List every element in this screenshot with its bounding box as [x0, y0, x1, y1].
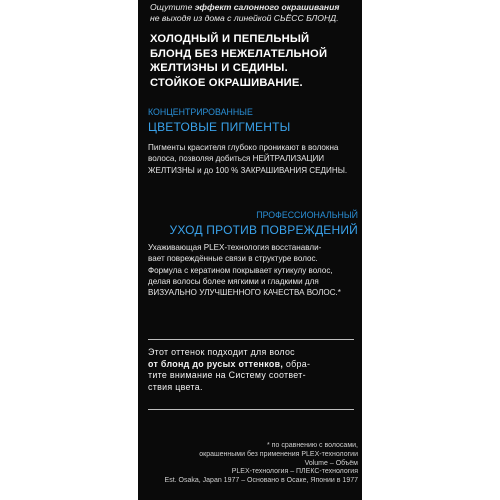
headline-line: ЖЕЛТИЗНЫ И СЕДИНЫ. [150, 62, 288, 74]
footnotes [143, 442, 358, 486]
section2-body-line: Ухаживающая PLEX-технология восстанавли- [148, 243, 322, 252]
footnote-line: * по сравнению с волосами, [267, 442, 358, 449]
section1-subtitle: КОНЦЕНТРИРОВАННЫЕ [148, 107, 253, 117]
section2-body [148, 242, 358, 298]
headline-line: БЛОНД БЕЗ НЕЖЕЛАТЕЛЬНОЙ [150, 47, 328, 60]
section1-body-line: волоса, позволяя добиться НЕЙТРАЛИЗАЦИИ [148, 154, 325, 164]
shade-note-line: ствия цвета. [148, 381, 203, 392]
section2-body-line: Формула с кератином покрывает кутикулу волос, [148, 265, 333, 275]
intro-line-1-bold: эффект салонного окрашивания [194, 2, 340, 12]
section2-body-line: ВИЗУАЛЬНО УЛУЧШЕННОГО КАЧЕСТВА ВОЛОС.* [148, 288, 341, 298]
shade-note-bold: от блонд до русых оттенков, [148, 358, 284, 369]
shade-note [148, 347, 360, 393]
section2-title: УХОД ПРОТИВ ПОВРЕЖДЕНИЙ [169, 223, 358, 237]
headline-line: ХОЛОДНЫЙ И ПЕПЕЛЬНЫЙ [150, 33, 310, 45]
intro-line-1 [150, 2, 360, 13]
intro-text [150, 2, 360, 24]
section2-body-line: вает повреждённые связи в структуре волос. [148, 254, 318, 264]
section1-title: ЦВЕТОВЫЕ ПИГМЕНТЫ [148, 120, 291, 134]
section2-subtitle: ПРОФЕССИОНАЛЬНЫЙ [256, 210, 358, 220]
shade-note-line [148, 359, 360, 371]
shade-note-line: Этот оттенок подходит для волос [148, 347, 295, 357]
shade-note-line: тите внимание на Систему соответ- [148, 370, 306, 380]
footnote-line: Est. Osaka, Japan 1977 – Основано в Осаке, Японии в 1977 [164, 477, 358, 485]
product-info-panel [138, 0, 362, 500]
intro-line-1-prefix: Ощутите [150, 2, 195, 12]
shade-note-line-rest: обра- [283, 358, 311, 369]
footnote-line: Volume – Объём [304, 459, 358, 467]
headline-line: СТОЙКОЕ ОКРАШИВАНИЕ. [150, 76, 303, 89]
section1-body [148, 142, 358, 176]
divider-top [148, 339, 354, 340]
footnote-line: окрашенными без применения PLEX-технологии [199, 450, 358, 458]
headline [150, 32, 360, 90]
divider-bottom [148, 409, 354, 410]
section1-body-line: Пигменты красителя глубоко проникают в волокна [148, 143, 339, 152]
section2-body-line: делая волосы более мягкими и гладкими для [148, 276, 319, 286]
section1-body-line: ЖЕЛТИЗНЫ и до 100 % ЗАКРАШИВАНИЯ СЕДИНЫ. [148, 165, 348, 175]
intro-line-2: не выходя из дома с линейкой СЬЁСС БЛОНД. [150, 13, 339, 23]
footnote-line: PLEX-технология – ПЛЕКС-технология [231, 468, 358, 476]
